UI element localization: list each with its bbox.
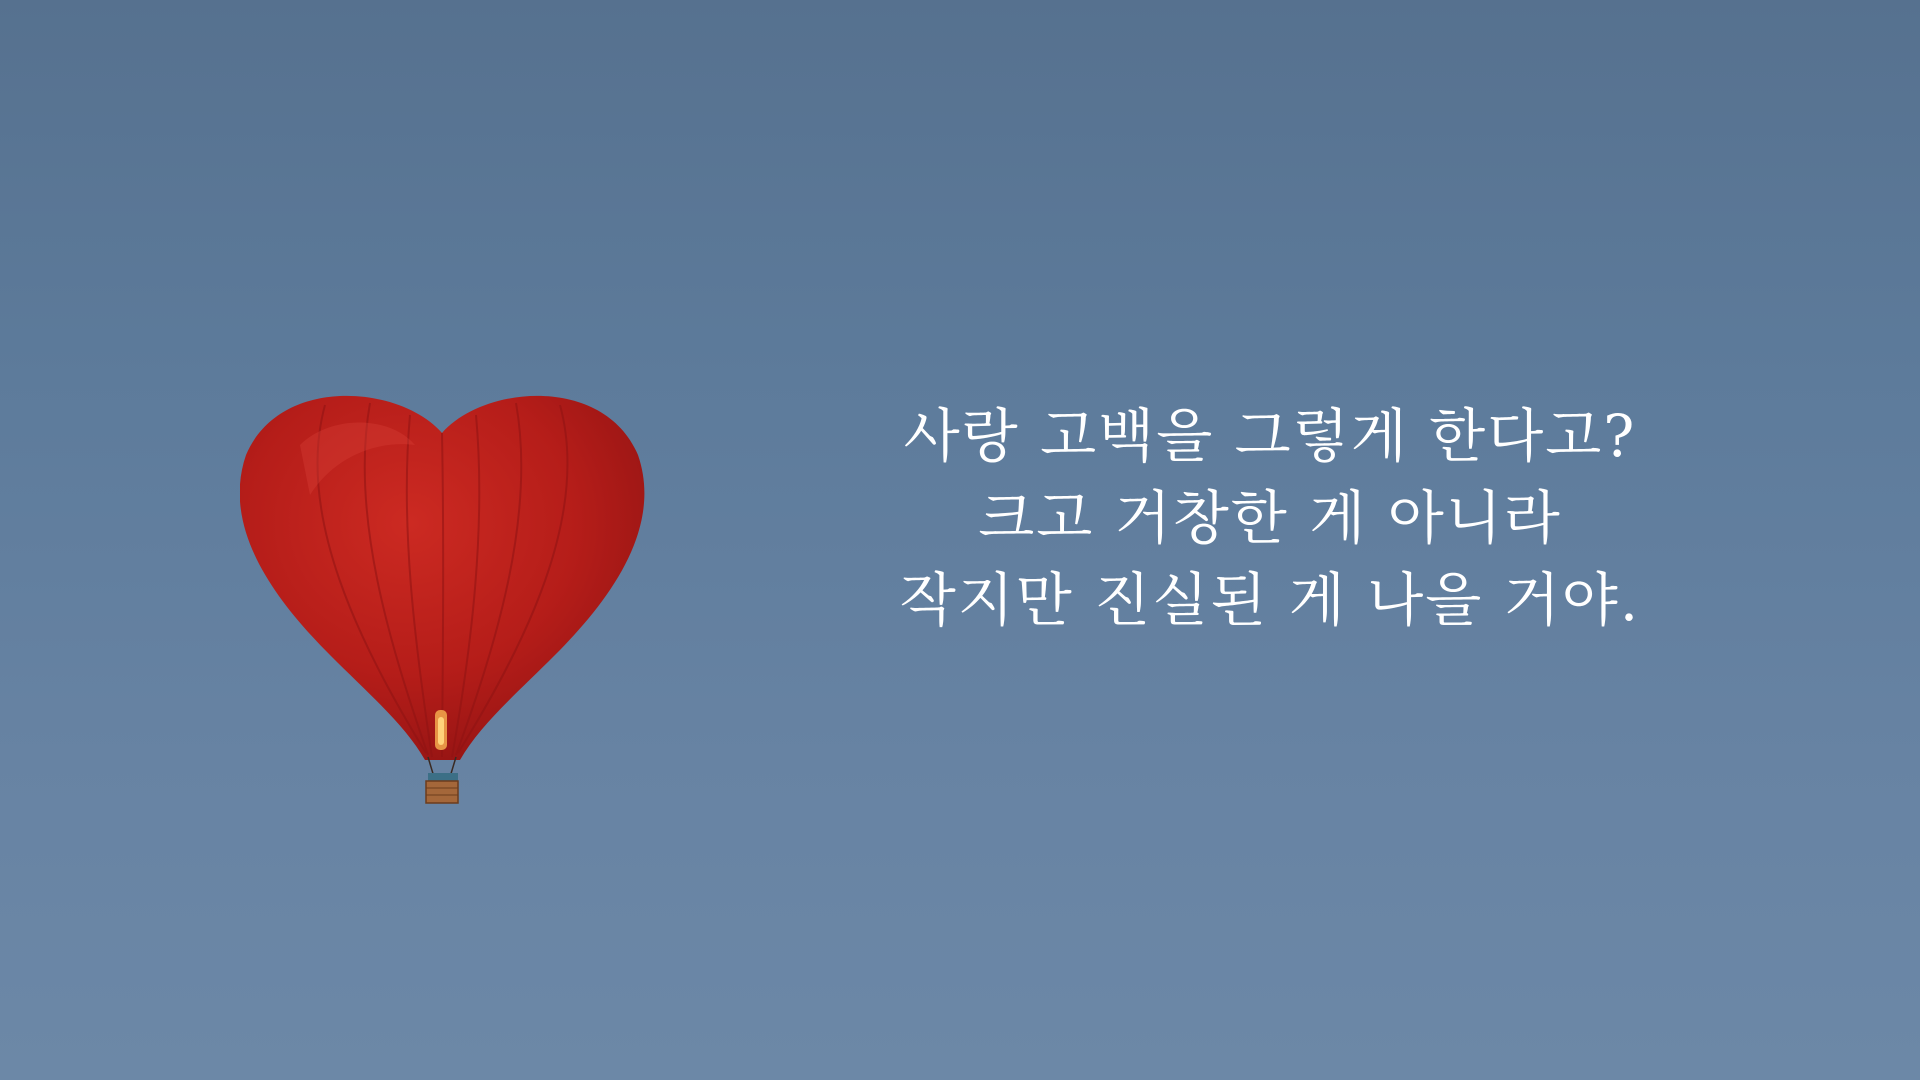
love-confession-quote [870, 395, 1670, 641]
balloon-basket [426, 773, 458, 803]
heart-hot-air-balloon [240, 385, 645, 805]
quote-line-1: 사랑 고백을 그렇게 한다고? [903, 402, 1637, 470]
quote-line-3: 작지만 진실된 게 나을 거야. [899, 566, 1641, 634]
quote-line-2: 크고 거창한 게 아니라 [978, 484, 1562, 552]
